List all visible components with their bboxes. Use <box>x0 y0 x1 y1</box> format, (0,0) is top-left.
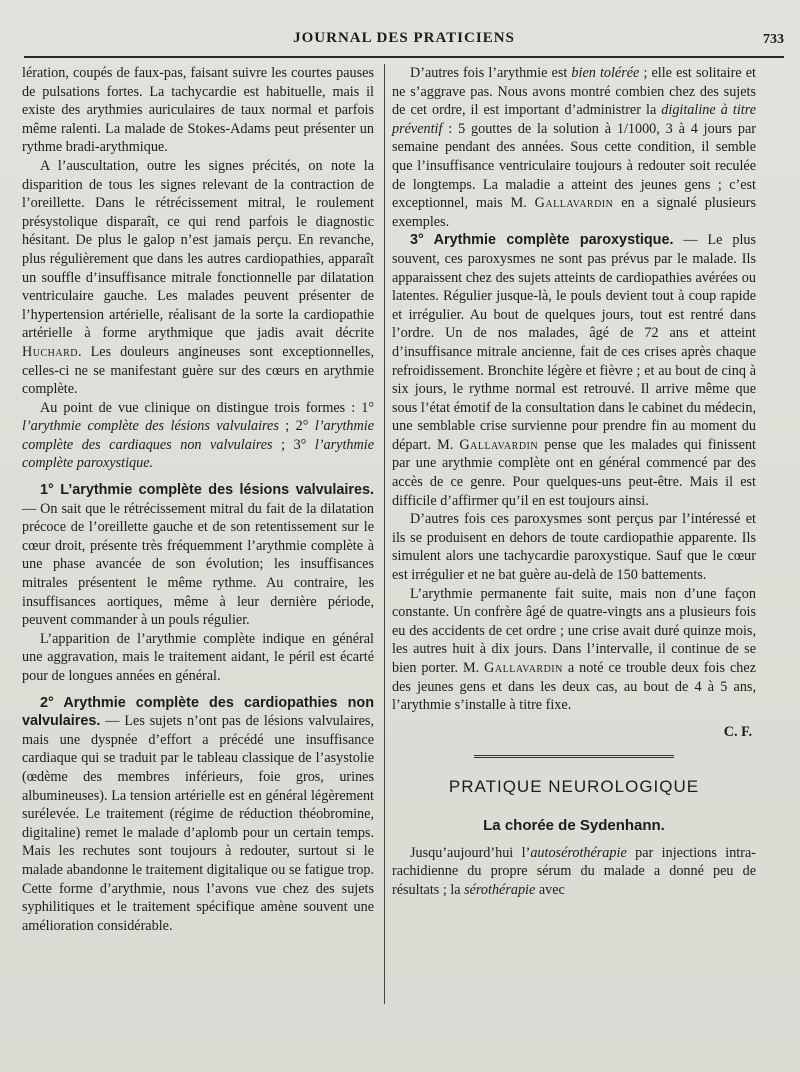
author-name: Huchard <box>22 343 78 360</box>
section-1: 1° L’arythmie complète des lésions valvulaires. — On sait que le rétrécissement mitral du fait de la dilatation précoce de l’oreillette gauche et de son retentissement sur le cœur droit, présente très fréquemment l’arythmie complète à une phase avancée de son évolution; les insuffisances mitrales présentent le même rythme. Au contraire, les insuffisances aortiques, même à leur dernière période, peuvent commander à un pouls régulier. <box>22 482 374 629</box>
paragraph: A l’auscultation, outre les signes précités, on note la disparition de tous les signes relevant de la contraction de l’oreillette. Dans le rétrécissement mitral, le roulement présystolique disparaît, ce qui rend parfois le diagnostic hésitant. De plus le galop n’est jamais perçu. En revanche, plus régulièrement que dans les autres cardiopathies, apparaît un souffle d’insuffisance mitrale fonctionnelle par dilatation ventriculaire gauche. Les malades peuvent présenter de l’hypertension artérielle, réalisant de la sorte la cardiopathie artérielle à forme arythmique que jadis avait décrite Huchard. Les douleurs angineuses sont exceptionnelles, celles-ci ne se manifestant guère sur des cœurs en arythmie complète. <box>22 157 374 398</box>
header-rule <box>24 56 784 58</box>
paragraph: D’autres fois ces paroxysmes sont perçus par l’intéressé et ils se produisent en dehors de toute cardiopathie apparente. Ils simulent alors une tachycardie paroxystique. Sauf que le cœur est irrégulier et ne bat guère au-delà de 150 battements. <box>392 511 756 584</box>
column-divider <box>384 64 385 1004</box>
paragraph: L’apparition de l’arythmie complète indique en général une aggravation, mais le traitement aidant, le péril est écarté pour de longues années en général. <box>22 630 374 684</box>
paragraph: Au point de vue clinique on distingue trois formes : 1° l’arythmie complète des lésions valvulaires ; 2° l’arythmie complète des cardiaques non valvulaires ; 3° l’arythmie complète paroxystique. <box>22 399 374 472</box>
section-title: PRATIQUE NEUROLOGIQUE <box>448 777 700 797</box>
section-heading: 2° Arythmie complète des cardiopathies non valvulaires. <box>22 694 374 730</box>
author-name: Gallavardin <box>459 436 539 453</box>
page-header <box>24 28 784 58</box>
right-column <box>392 64 756 899</box>
section-separator <box>474 755 674 758</box>
author-name: Gallavardin <box>534 195 614 212</box>
section-3: 3° Arythmie complète paroxystique. — Le plus souvent, ces paroxysmes ne sont pas prévus par le malade. Ils apparaissent chez des sujets atteints de cardiopathies avérées ou latentes. Régulier jusque-là, le pouls devient tout à coup rapide et irrégulier. Au bout de quelques jours, tout est rentré dans l’ordre. Un de nos malades, âgé de 72 ans et atteint d’insuffisance mitrale ancienne, fait de ces crises après chaque refroidissement. Bronchite légère et fièvre ; et au bout de cinq à six jours, le rythme normal est retrouvé. Il arrive même que sous l’état émotif de la consultation dans le cabinet du médecin, une semblable crise survienne pour prendre fin au moment du départ. M. Gallavardin pense que les malades qui finissent par une arythmie complète ont en général commencé par des accès de ce genre. Pour quelques-uns peut-être. Mais il est difficile d’affirmer qu’il en est toujours ainsi. <box>392 232 756 509</box>
paragraph: L’arythmie permanente fait suite, mais non d’une façon constante. Un confrère âgé de quatre-vingts ans a plusieurs fois eu des accidents de cet ordre ; une crise avait duré quinze mois, les autres huit à dix jours. Dans l’intervalle, il continue de se bien porter. M. Gallavardin a noté ce trouble deux fois chez des jeunes gens et dans les deux cas, au bout de 4 à 5 ans, l’arythmie s’installe à titre fixe. <box>392 585 756 714</box>
article-title: La chorée de Sydenhann. <box>483 816 665 834</box>
left-column <box>22 64 374 935</box>
section-heading: 1° L’arythmie complète des lésions valvulaires. <box>40 482 374 499</box>
paragraph: lération, coupés de faux-pas, faisant suivre les courtes pauses de pulsations fortes. La tachycardie est habituelle, mais il existe des arythmies auriculaires de taux normal et parfois même ralenti. La malade de Stokes-Adams peut présenter un rythme bradi-arythmique. <box>22 65 374 156</box>
section-2: 2° Arythmie complète des cardiopathies non valvulaires. — Les sujets n’ont pas de lésions valvulaires, mais une dyspnée d’effort a précédé une insuffisance cardiaque qui se traduit par le tableau classique de l’asystolie (œdème des membres inférieurs, foie gros, urines albumineuses). La tension artérielle est en général légèrement surélevée. Le traitement (régime de réduction théobromine, digitaline) remet le malade d’aplomb pour un certain temps. Mais les rechutes sont toujours à redouter, surtout si le malade abandonne le traitement digitalique ou se fatigue trop. Cette forme d’arythmie, nous l’avons vue chez des sujets syphilitiques et le traitement spécifique amène souvent une amélioration considérable. <box>22 694 374 934</box>
author-name: Gallavardin <box>484 660 563 676</box>
author-signature: C. F. <box>723 723 752 740</box>
journal-title: JOURNAL DES PRATICIENS <box>293 30 515 46</box>
paragraph: D’autres fois l’arythmie est bien tolérée ; elle est solitaire et ne s’aggrave pas. Nous avons montré combien chez des sujets de cet ordre, il est important d’administrer la digitaline à titre préventif : 5 gouttes de la solution à 1/1000, 3 à 4 jours par semaine pendant des années. Sous cette condition, il semble que l’insuffisance ventriculaire toujours à redouter soit reculée de longtemps. La maladie a atteint des jeunes gens ; c’est exceptionnel, mais M. Gallavardin en a signalé plusieurs exemples. <box>392 65 756 230</box>
page-number: 733 <box>763 32 784 47</box>
paragraph: Jusqu’aujourd’hui l’autosérothérapie par injections intra-rachidienne du propre sérum du malade a donné peu de résultats ; la sérothérapie avec <box>392 844 756 898</box>
section-heading: 3° Arythmie complète paroxystique. <box>410 232 674 249</box>
